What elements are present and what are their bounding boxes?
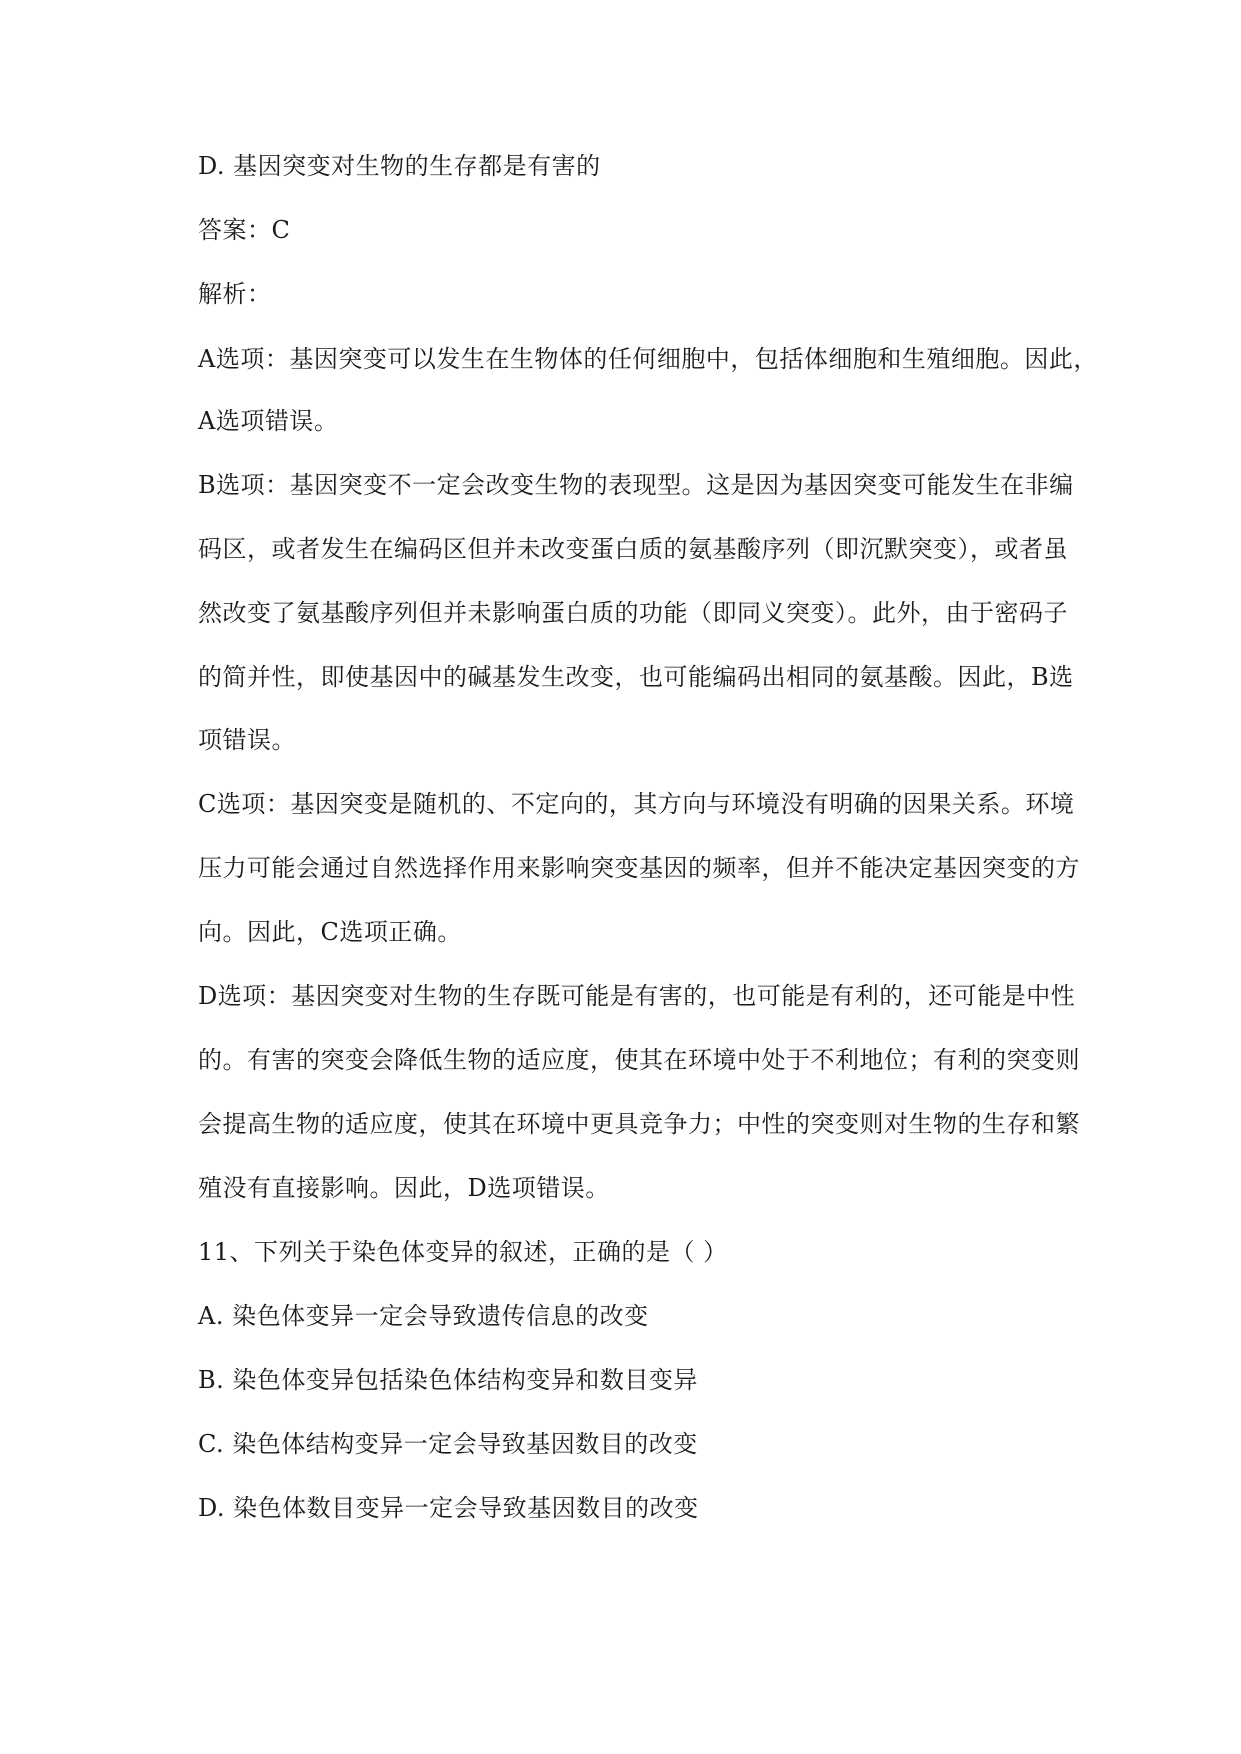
answer-line: 答案：C: [198, 216, 291, 244]
analysis-b-line-2: 码区，或者发生在编码区但并未改变蛋白质的氨基酸序列（即沉默突变），或者虽: [198, 535, 1068, 563]
analysis-c-line-2: 压力可能会通过自然选择作用来影响突变基因的频率，但并不能决定基因突变的方: [198, 854, 1080, 882]
analysis-a-line-1: A选项：基因突变可以发生在生物体的任何细胞中，包括体细胞和生殖细胞。因此，: [198, 345, 1098, 373]
analysis-d-line-3: 会提高生物的适应度，使其在环境中更具竞争力；中性的突变则对生物的生存和繁: [198, 1110, 1080, 1138]
analysis-b-line-4: 的简并性，即使基因中的碱基发生改变，也可能编码出相同的氨基酸。因此，B选: [198, 663, 1074, 691]
analysis-b-line-3: 然改变了氨基酸序列但并未影响蛋白质的功能（即同义突变）。此外，由于密码子: [198, 599, 1068, 627]
analysis-b-line-1: B选项：基因突变不一定会改变生物的表现型。这是因为基因突变可能发生在非编: [198, 471, 1074, 499]
analysis-b-line-5: 项错误。: [198, 726, 296, 754]
analysis-c-line-1: C选项：基因突变是随机的、不定向的，其方向与环境没有明确的因果关系。环境: [198, 790, 1075, 818]
analysis-c-line-3: 向。因此，C选项正确。: [198, 918, 462, 946]
question-11-stem: 11、下列关于染色体变异的叙述，正确的是（ ）: [198, 1238, 728, 1266]
question-11-option-a: A. 染色体变异一定会导致遗传信息的改变: [198, 1302, 649, 1330]
analysis-d-line-4: 殖没有直接影响。因此，D选项错误。: [198, 1174, 610, 1202]
analysis-d-line-2: 的。有害的突变会降低生物的适应度，使其在环境中处于不利地位；有利的突变则: [198, 1046, 1080, 1074]
question-11-option-c: C. 染色体结构变异一定会导致基因数目的改变: [198, 1430, 698, 1458]
question-11-option-d: D. 染色体数目变异一定会导致基因数目的改变: [198, 1494, 699, 1522]
analysis-d-line-1: D选项：基因突变对生物的生存既可能是有害的，也可能是有利的，还可能是中性: [198, 982, 1076, 1010]
analysis-a-line-2: A选项错误。: [198, 407, 339, 435]
analysis-heading: 解析：: [198, 280, 272, 308]
question-11-option-b: B. 染色体变异包括染色体结构变异和数目变异: [198, 1366, 698, 1394]
option-d-line: D. 基因突变对生物的生存都是有害的: [198, 152, 601, 180]
